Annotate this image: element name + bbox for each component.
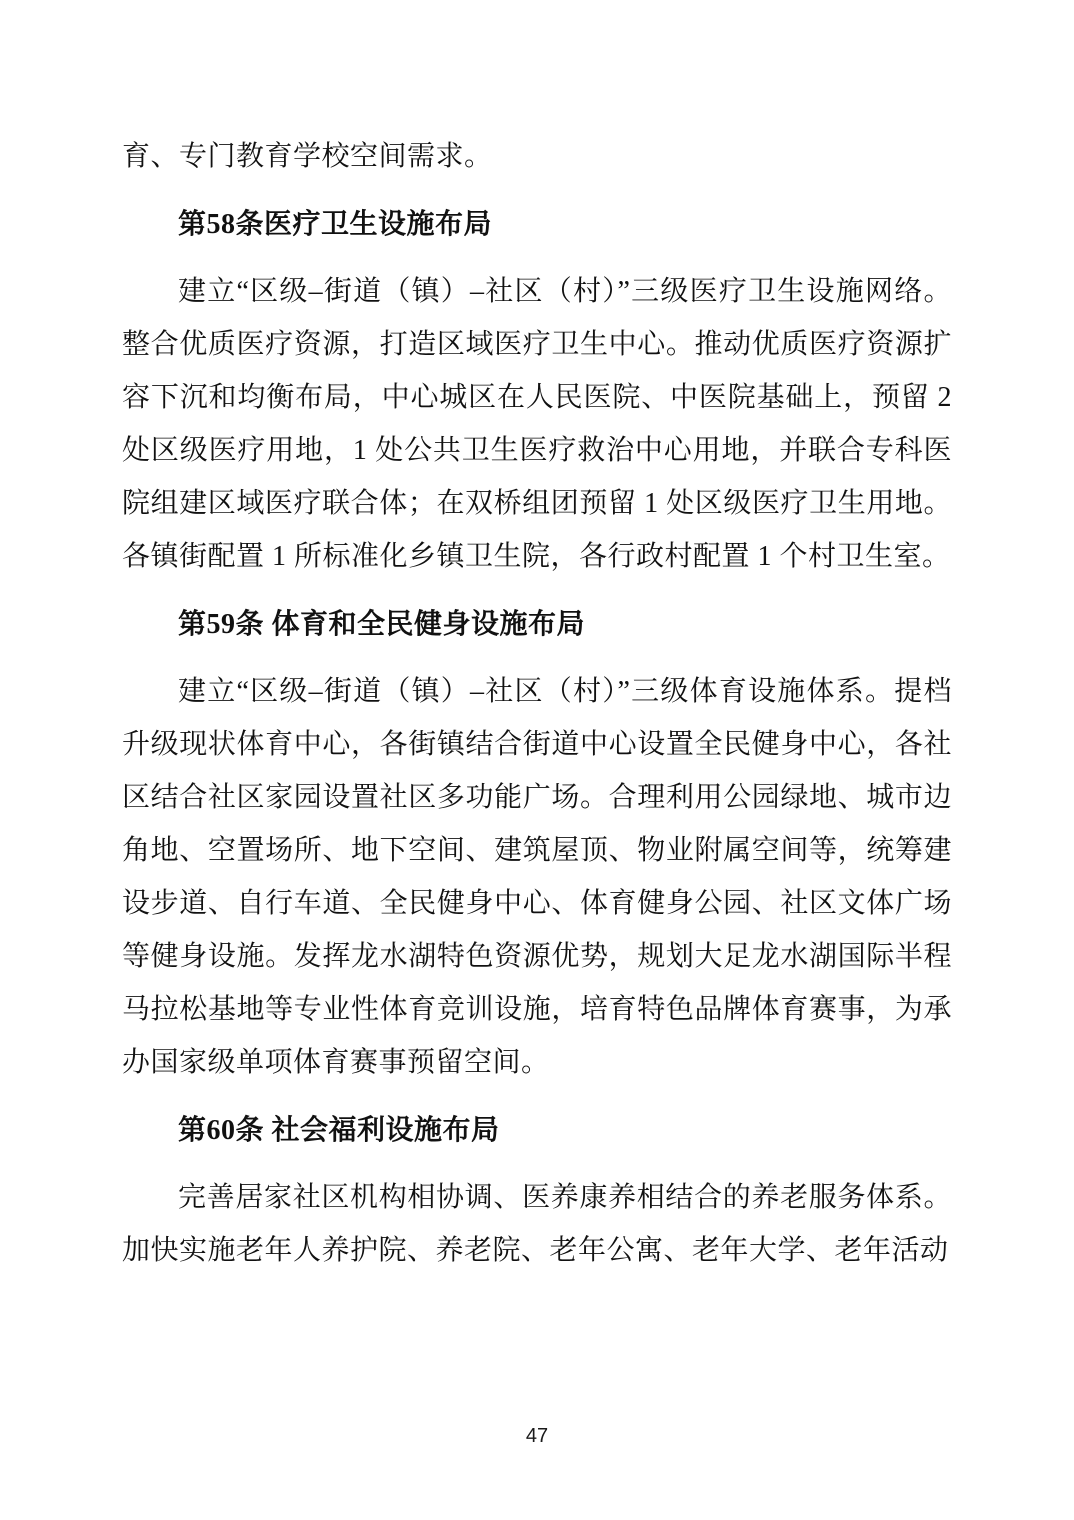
paragraph-article-58-body: 建立“区级–街道（镇）–社区（村）”三级医疗卫生设施网络。整合优质医疗资源，打造区域医疗卫生中心。推动优质医疗资源扩容下沉和均衡布局，中心城区在人民医院、中医院基础上，预留 2 处区级医疗用地，1 处公共卫生医疗救治中心用地，并联合专科医院组建区域医疗联合体；在双桥组团预留 1 处区级医疗卫生用地。各镇街配置 1 所标准化乡镇卫生院，各行政村配置 1 个村卫生室。 — [122, 276, 952, 572]
page-number: 47 — [525, 1425, 549, 1447]
heading-article-58: 第58条医疗卫生设施布局 — [178, 209, 493, 240]
heading-article-60: 第60条 社会福利设施布局 — [178, 1115, 500, 1146]
paragraph-article-59-body: 建立“区级–街道（镇）–社区（村）”三级体育设施体系。提档升级现状体育中心，各街镇结合街道中心设置全民健身中心，各社区结合社区家园设置社区多功能广场。合理利用公园绿地、城市边角地、空置场所、地下空间、建筑屋顶、物业附属空间等，统筹建设步道、自行车道、全民健身中心、体育健身公园、社区文体广场等健身设施。发挥龙水湖特色资源优势，规划大足龙水湖国际半程马拉松基地等专业性体育竞训设施，培育特色品牌体育赛事，为承办国家级单项体育赛事预留空间。 — [122, 676, 952, 1078]
paragraph-article-60-body: 完善居家社区机构相协调、医养康养相结合的养老服务体系。加快实施老年人养护院、养老院、老年公寓、老年大学、老年活动 — [122, 1182, 952, 1266]
heading-article-59: 第59条 体育和全民健身设施布局 — [178, 609, 586, 640]
paragraph-continuation: 育、专门教育学校空间需求。 — [122, 141, 493, 172]
